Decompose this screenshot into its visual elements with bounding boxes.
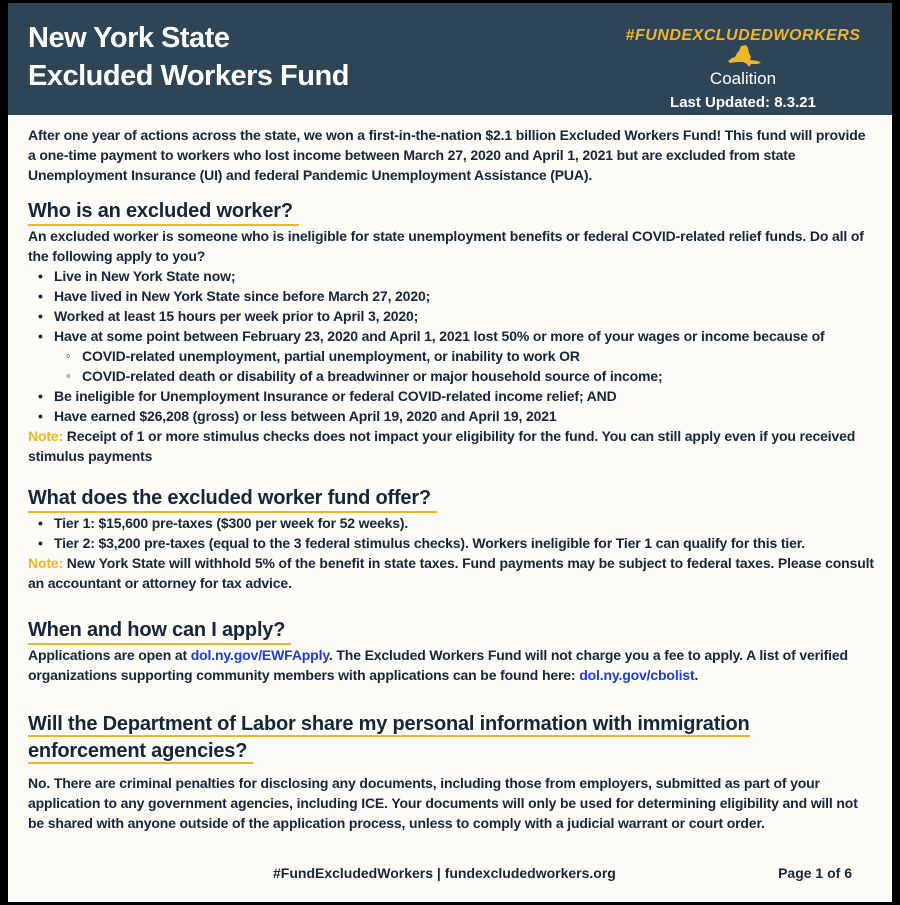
- heading-who: Who is an excluded worker?: [28, 199, 299, 226]
- cbo-list-link[interactable]: dol.ny.gov/cbolist: [579, 667, 695, 683]
- who-note: [28, 426, 876, 466]
- coalition-block: [608, 27, 878, 111]
- ewf-apply-link[interactable]: dol.ny.gov/EWFApply: [190, 647, 329, 663]
- heading-apply: When and how can I apply?: [28, 618, 291, 645]
- title-line-2: Excluded Workers Fund: [28, 60, 349, 92]
- apply-text-2: . The Excluded Workers Fund will not charge you a fee to apply. A list of verified organizations supporting community members with applications can be found here:: [28, 647, 848, 683]
- intro-paragraph: After one year of actions across the state, we won a first-in-the-nation $2.1 billion Excluded Workers Fund! This fund will provide a one-time payment to workers who lost income between March 27, 2020 and April 1, 2021 but are excluded from state Unemployment Insurance (UI) and federal Pandemic Unemployment Assistance (PUA).: [28, 127, 866, 183]
- new-york-state-icon: [727, 45, 761, 67]
- who-text: An excluded worker is someone who is ineligible for state unemployment benefits or federal COVID-related relief funds. Do all of the following apply to you?: [28, 228, 864, 264]
- note-text: New York State will withhold 5% of the benefit in state taxes. Fund payments may be subject to federal taxes. Please consult an accountant or attorney for tax advice.: [28, 555, 874, 591]
- sub-list-item: ◦ COVID-related death or disability of a breadwinner or major household source of income;: [64, 366, 876, 386]
- document-body: [28, 125, 876, 833]
- sub-list: [54, 346, 876, 386]
- list-item: • Tier 2: $3,200 pre-taxes (equal to the 3 federal stimulus checks). Workers ineligible for Tier 1 can qualify for this tier.: [34, 533, 876, 553]
- sub-list-item: ◦ COVID-related unemployment, partial unemployment, or inability to work OR: [64, 346, 876, 366]
- footer-hashtag-site: #FundExcludedWorkers | fundexcludedworkers.org: [273, 865, 616, 881]
- section-apply: [28, 618, 876, 685]
- note-label: Note:: [28, 555, 64, 571]
- page-number: Page 1 of 6: [778, 865, 852, 881]
- list-item: • Have lived in New York State since before March 27, 2020;: [34, 286, 876, 306]
- apply-text: [28, 645, 876, 685]
- offer-note: [28, 553, 876, 593]
- title-line-1: New York State: [28, 22, 230, 54]
- section-who: [28, 199, 876, 466]
- section-offer: [28, 486, 876, 593]
- section-privacy: [28, 711, 876, 833]
- list-item: • Have earned $26,208 (gross) or less between April 19, 2020 and April 19, 2021: [34, 406, 876, 426]
- page-title: [28, 19, 349, 95]
- document-page: [8, 3, 892, 902]
- note-label: Note:: [28, 428, 64, 444]
- heading-offer: What does the excluded worker fund offer?: [28, 486, 437, 513]
- coalition-label: Coalition: [709, 69, 777, 88]
- coalition-hashtag: #FUNDEXCLUDEDWORKERS: [625, 27, 861, 44]
- list-item: • Tier 1: $15,600 pre-taxes ($300 per week for 52 weeks).: [34, 513, 876, 533]
- header-banner: [8, 3, 892, 115]
- list-item-text: Have at some point between February 23, 2020 and April 1, 2021 lost 50% or more of your wages or income because of: [54, 328, 825, 344]
- apply-text-3: .: [694, 667, 699, 683]
- list-item: • Be ineligible for Unemployment Insurance or federal COVID-related income relief; AND: [34, 386, 876, 406]
- apply-text-1: Applications are open at: [28, 647, 191, 663]
- note-text: Receipt of 1 or more stimulus checks does not impact your eligibility for the fund. You can still apply even if you received stimulus payments: [28, 428, 856, 464]
- eligibility-list: [28, 266, 876, 426]
- privacy-text: No. There are criminal penalties for disclosing any documents, including those from employers, submitted as part of your application to any government agencies, including ICE. Your documents will only be used for determining eligibility and will not be shared with anyone outside of the application process, unless to comply with a judicial warrant or court order.: [28, 775, 858, 831]
- heading-privacy: [28, 711, 818, 765]
- list-item: • Worked at least 15 hours per week prior to April 3, 2020;: [34, 306, 876, 326]
- last-updated: Last Updated: 8.3.21: [670, 94, 816, 111]
- heading-privacy-text: Will the Department of Labor share my personal information with immigration enforcement agencies?: [28, 713, 750, 762]
- offer-list: [28, 513, 876, 553]
- list-item: • Live in New York State now;: [34, 266, 876, 286]
- list-item: [34, 326, 876, 386]
